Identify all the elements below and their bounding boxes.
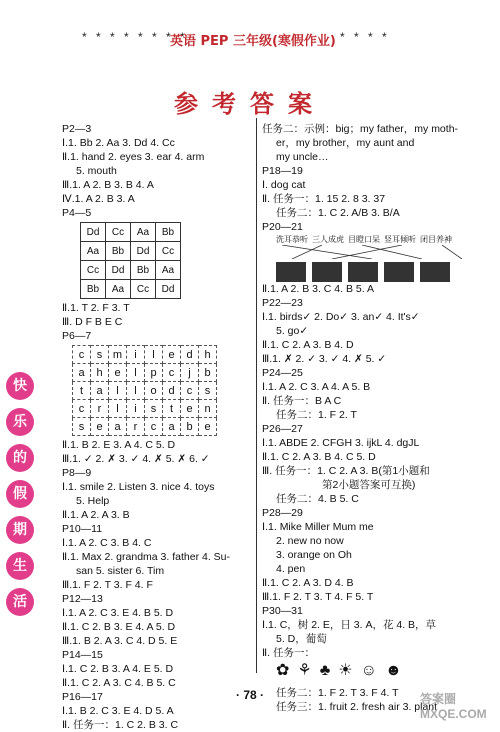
answer-line: Ⅰ.1. Mike Miller Mum me xyxy=(262,521,374,533)
answer-line: Ⅰ.1. ABDE 2. CFGH 3. ijkL 4. dgJL xyxy=(262,437,420,449)
answer-line: Ⅳ.1. A 2. B 3. A xyxy=(62,193,135,205)
answer-line: Ⅲ. 任务一：1. C 2. A 3. B(第1小题和 xyxy=(262,465,430,477)
section-heading: P26—27 xyxy=(262,423,303,435)
answer-line: 任务二：4. B 5. C xyxy=(276,493,359,505)
match-label: 目瞪口呆 xyxy=(348,235,380,244)
answer-line: Ⅰ.1. C，树 2. E，日 3. A，花 4. B，草 xyxy=(262,619,437,631)
section-heading: P16—17 xyxy=(62,691,103,703)
picture xyxy=(420,262,450,282)
answer-line: Ⅰ.1. A 2. C 3. E 4. B 5. D xyxy=(62,607,174,619)
section-heading: P10—11 xyxy=(62,523,103,535)
answer-line: Ⅱ. 任务一：1. C 2. B 3. C xyxy=(62,719,179,731)
answer-line: Ⅱ.1. C 2. A 3. D 4. B xyxy=(262,577,354,589)
answer-line: Ⅰ.1. B 2. C 3. E 4. D 5. A xyxy=(62,705,174,717)
answer-line: 任务二：1. F 2. T 3. F 4. T xyxy=(276,687,399,699)
answer-line: 任务二：1. F 2. T xyxy=(276,409,357,421)
flower-icon: ✿ xyxy=(276,662,298,679)
answer-line: Ⅱ.1. B 2. E 3. A 4. C 5. D xyxy=(62,439,176,451)
page-title: 参考答案 xyxy=(174,89,326,118)
answer-line: Ⅲ.1. F 2. T 3. T 4. F 5. T xyxy=(262,591,374,603)
match-label: 竖耳倾听 xyxy=(384,235,416,244)
answer-line: Ⅲ.1. A 2. B 3. B 4. A xyxy=(62,179,154,191)
section-heading: P12—13 xyxy=(62,593,103,605)
answer-line: Ⅲ.1. F 2. T 3. F 4. F xyxy=(62,579,153,591)
answer-line: Ⅱ. 任务一：B A C xyxy=(262,395,342,407)
section-heading: P22—23 xyxy=(262,297,303,309)
answer-line: 5. mouth xyxy=(76,165,117,177)
answer-line: Ⅱ.1. T 2. F 3. T xyxy=(62,302,130,314)
section-heading: P8—9 xyxy=(62,467,92,479)
answer-line: 5. D，葡萄 xyxy=(276,633,327,645)
answer-line: Ⅱ.1. hand 2. eyes 3. ear 4. arm xyxy=(62,151,205,163)
section-heading: P20—21 xyxy=(262,221,303,233)
cat-icon: ☺ xyxy=(360,662,385,679)
answer-line: 4. pen xyxy=(276,563,306,575)
picture xyxy=(384,262,414,282)
match-label: 三人成虎 xyxy=(312,235,344,244)
answer-line: 5. Help xyxy=(76,495,110,507)
page-number: · 78 · xyxy=(235,688,264,702)
side-char: 快 xyxy=(6,372,34,400)
match-label: 洗耳恭听 xyxy=(276,235,308,244)
section-heading: P4—5 xyxy=(62,207,92,219)
answer-line: er，my brother，my aunt and xyxy=(276,137,415,149)
answer-line: Ⅱ.1. C 2. A 3. C 4. B 5. C xyxy=(62,677,176,689)
answer-line: Ⅰ.1. birds✓ 2. Do✓ 3. an✓ 4. It's✓ xyxy=(262,311,420,323)
answer-line: Ⅲ. D F B E C xyxy=(62,316,123,328)
section-heading: P24—25 xyxy=(262,367,303,379)
panda-icon: ☻ xyxy=(384,662,410,679)
side-char: 期 xyxy=(6,516,34,544)
answer-line: Ⅰ.1. Bb 2. Aa 3. Dd 4. Cc xyxy=(62,137,175,149)
answer-line: Ⅰ.1. C 2. B 3. A 4. E 5. D xyxy=(62,663,174,675)
tree-icon: ♣ xyxy=(319,662,339,679)
answer-line: Ⅱ. 任务一： xyxy=(262,647,316,659)
right-column xyxy=(262,122,497,714)
answer-line: Ⅲ.1. ✗ 2. ✓ 3. ✓ 4. ✗ 5. ✓ xyxy=(262,353,387,365)
side-char: 生 xyxy=(6,552,34,580)
answer-line: Ⅱ.1. A 2. A 3. B xyxy=(62,509,130,521)
section-heading: P18—19 xyxy=(262,165,303,177)
answer-line: Ⅱ.1. C 2. A 3. B 4. C 5. D xyxy=(262,451,376,463)
answer-line: 5. go✓ xyxy=(276,325,309,337)
answer-line: 2. new no now xyxy=(276,535,344,547)
answer-line: my uncle… xyxy=(276,151,329,163)
answer-line: Ⅱ. 任务一：1. 15 2. 8 3. 37 xyxy=(262,193,386,205)
answer-line: san 5. sister 6. Tim xyxy=(76,565,165,577)
answer-line: 第2小题答案可互换) xyxy=(322,479,416,491)
answer-line: Ⅱ.1. C 2. A 3. B 4. D xyxy=(262,339,354,351)
answer-line: Ⅰ. dog cat xyxy=(262,179,306,191)
section-heading: P14—15 xyxy=(62,649,103,661)
side-char: 活 xyxy=(6,588,34,616)
picture xyxy=(312,262,342,282)
answer-line: Ⅲ.1. B 2. A 3. C 4. D 5. E xyxy=(62,635,178,647)
answer-line: 任务二：1. C 2. A/B 3. B/A xyxy=(276,207,400,219)
section-heading: P30—31 xyxy=(262,605,303,617)
header-title: 英语 PEP 三年级(寒假作业) xyxy=(170,34,336,49)
picture xyxy=(276,262,306,282)
answer-line: Ⅲ.1. ✓ 2. ✗ 3. ✓ 4. ✗ 5. ✗ 6. ✓ xyxy=(62,453,210,465)
answer-line: 任务二：示例：big；my father，my moth- xyxy=(262,123,459,135)
picture xyxy=(348,262,378,282)
picture-row xyxy=(276,262,497,282)
side-char: 的 xyxy=(6,444,34,472)
side-char: 乐 xyxy=(6,408,34,436)
section-heading: P28—29 xyxy=(262,507,303,519)
watermark: 答案圈 MXQE.COM xyxy=(420,692,487,721)
sun-icon: ☀ xyxy=(338,662,361,679)
answer-line: Ⅱ.1. C 2. B 3. E 4. A 5. D xyxy=(62,621,176,633)
header-stars-right: * * * * xyxy=(340,30,390,44)
answer-line: Ⅱ.1. A 2. B 3. C 4. B 5. A xyxy=(262,283,374,295)
word-search-grid: c s m i l e d h a h e l p c j b t a l l o d c s c r l i s t e n s e a r c a b e xyxy=(72,345,217,436)
answer-line: 任务三：1. fruit 2. fresh air 3. plant xyxy=(276,701,438,713)
section-heading: P6—7 xyxy=(62,330,92,342)
header-stars-left: * * * * * * * * xyxy=(82,30,188,44)
match-label: 闭目养神 xyxy=(420,235,452,244)
answer-line: 3. orange on Oh xyxy=(276,549,352,561)
answer-line: Ⅰ.1. smile 2. Listen 3. nice 4. toys xyxy=(62,481,215,493)
side-decoration xyxy=(6,372,46,624)
section-heading: P2—3 xyxy=(62,123,92,135)
answer-line: Ⅰ.1. A 2. C 3. A 4. A 5. B xyxy=(262,381,371,393)
icon-row xyxy=(276,660,497,686)
matching-lines xyxy=(262,245,482,259)
grass-icon: ⚘ xyxy=(297,662,320,679)
side-char: 假 xyxy=(6,480,34,508)
page-header xyxy=(0,18,500,58)
letter-grid: Dd Cc Aa Bb Aa Bb Dd Cc Cc Dd Bb Aa Bb Aa Cc Dd xyxy=(80,222,181,299)
matching-labels xyxy=(276,234,497,245)
answer-line: Ⅰ.1. A 2. C 3. B 4. C xyxy=(62,537,152,549)
answer-line: Ⅱ.1. Max 2. grandma 3. father 4. Su- xyxy=(62,551,230,563)
